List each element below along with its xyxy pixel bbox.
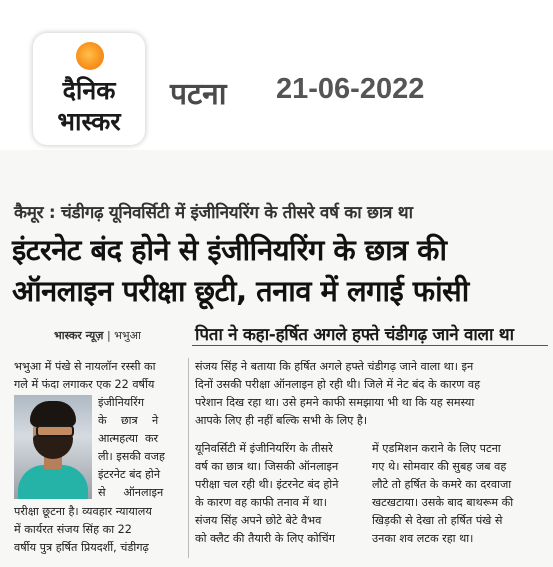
header-bar [0,0,553,150]
text-line: में कार्यरत संजय सिंह का 22 [14,523,132,537]
byline-source: भास्कर न्यूज़ [54,329,104,342]
article-kicker: कैमूर : चंडीगढ़ यूनिवर्सिटी में इंजीनियरिंग के तीसरे वर्ष का छात्र था [14,203,413,223]
text-line: भभुआ में पंखे से नायलॉन रस्सी का [14,360,156,373]
dainik-bhaskar-logo [33,33,145,145]
text-line: वर्षीय पुत्र हर्षित प्रियदर्शी, चंडीगढ़ [14,541,149,555]
text-line: गए थे। सोमवार की सुबह जब वह [372,460,507,474]
headline-line2: ऑनलाइन परीक्षा छूटी, तनाव में लगाई फांसी [12,274,469,308]
column-2-top [195,358,480,430]
student-photo [14,395,92,499]
text-line: से ऑनलाइन [98,486,164,500]
column-1-beside-photo [98,394,165,503]
text-line: संजय सिंह अपने छोटे बेटे वैभव [195,514,322,528]
text-line: यूनिवर्सिटी में इंजीनियरिंग के तीसरे [195,442,333,455]
edition-date: 21-06-2022 [276,73,425,105]
article-subhead: पिता ने कहा-हर्षित अगले हफ्ते चंडीगढ़ जाने वाला था [195,325,514,345]
text-line: को क्लैट की तैयारी के लिए कोचिंग [195,532,335,546]
logo-text-line1: दैनिक [62,76,116,105]
byline [54,328,141,343]
column-1-bottom [14,503,152,557]
column-2-bottom [195,440,338,549]
subhead-divider [192,345,548,346]
text-line: आपके लिए ही नहीं बल्कि सभी के लिए है। [195,414,368,428]
text-line: के छात्र ने [98,414,159,428]
text-line: आत्महत्या कर [98,432,159,446]
text-line: इंजीनियरिंग [98,396,145,409]
sun-icon [76,42,104,70]
headline-line1: इंटरनेट बंद होने से इंजीनियरिंग के छात्र की [12,233,447,267]
text-line: खिड़की से देखा तो हर्षित पंखे से [372,514,503,528]
edition-city: पटना [170,77,227,112]
column-1-top [14,358,156,394]
byline-place: | भभुआ [106,329,141,342]
text-line: ली। इसकी वजह [98,450,165,464]
text-line: लौटे तो हर्षित के कमरे का दरवाजा [372,478,512,492]
text-line: इंटरनेट बंद होने [98,468,161,482]
text-line: के कारण वह काफी तनाव में था। [195,496,327,510]
text-line: में एडमिशन कराने के लिए पटना [372,442,501,455]
column-divider [188,358,189,558]
text-line: खटखटाया। उसके बाद बाथरूम की [372,496,514,510]
text-line: दिनों उसकी परीक्षा ऑनलाइन हो रही थी। जिले में नेट बंद के कारण वह [195,378,481,392]
text-line: उनका शव लटक रहा था। [372,532,474,546]
text-line: गले में फंदा लगाकर एक 22 वर्षीय [14,378,155,392]
text-line: परीक्षा छूटना है। व्यवहार न्यायालय [14,505,152,518]
text-line: वर्ष का छात्र था। जिसकी ऑनलाइन [195,460,339,474]
text-line: संजय सिंह ने बताया कि हर्षित अगले हफ्ते चंडीगढ़ जाने वाला था। इन [195,360,474,373]
text-line: परेशान दिख रहा था। उसे हमने काफी समझाया भी था कि यह समस्या [195,396,475,410]
text-line: परीक्षा चल रही थी। इंटरनेट बंद होने [195,478,339,492]
logo-text-line2: भास्कर [57,107,121,136]
column-3 [372,440,513,549]
